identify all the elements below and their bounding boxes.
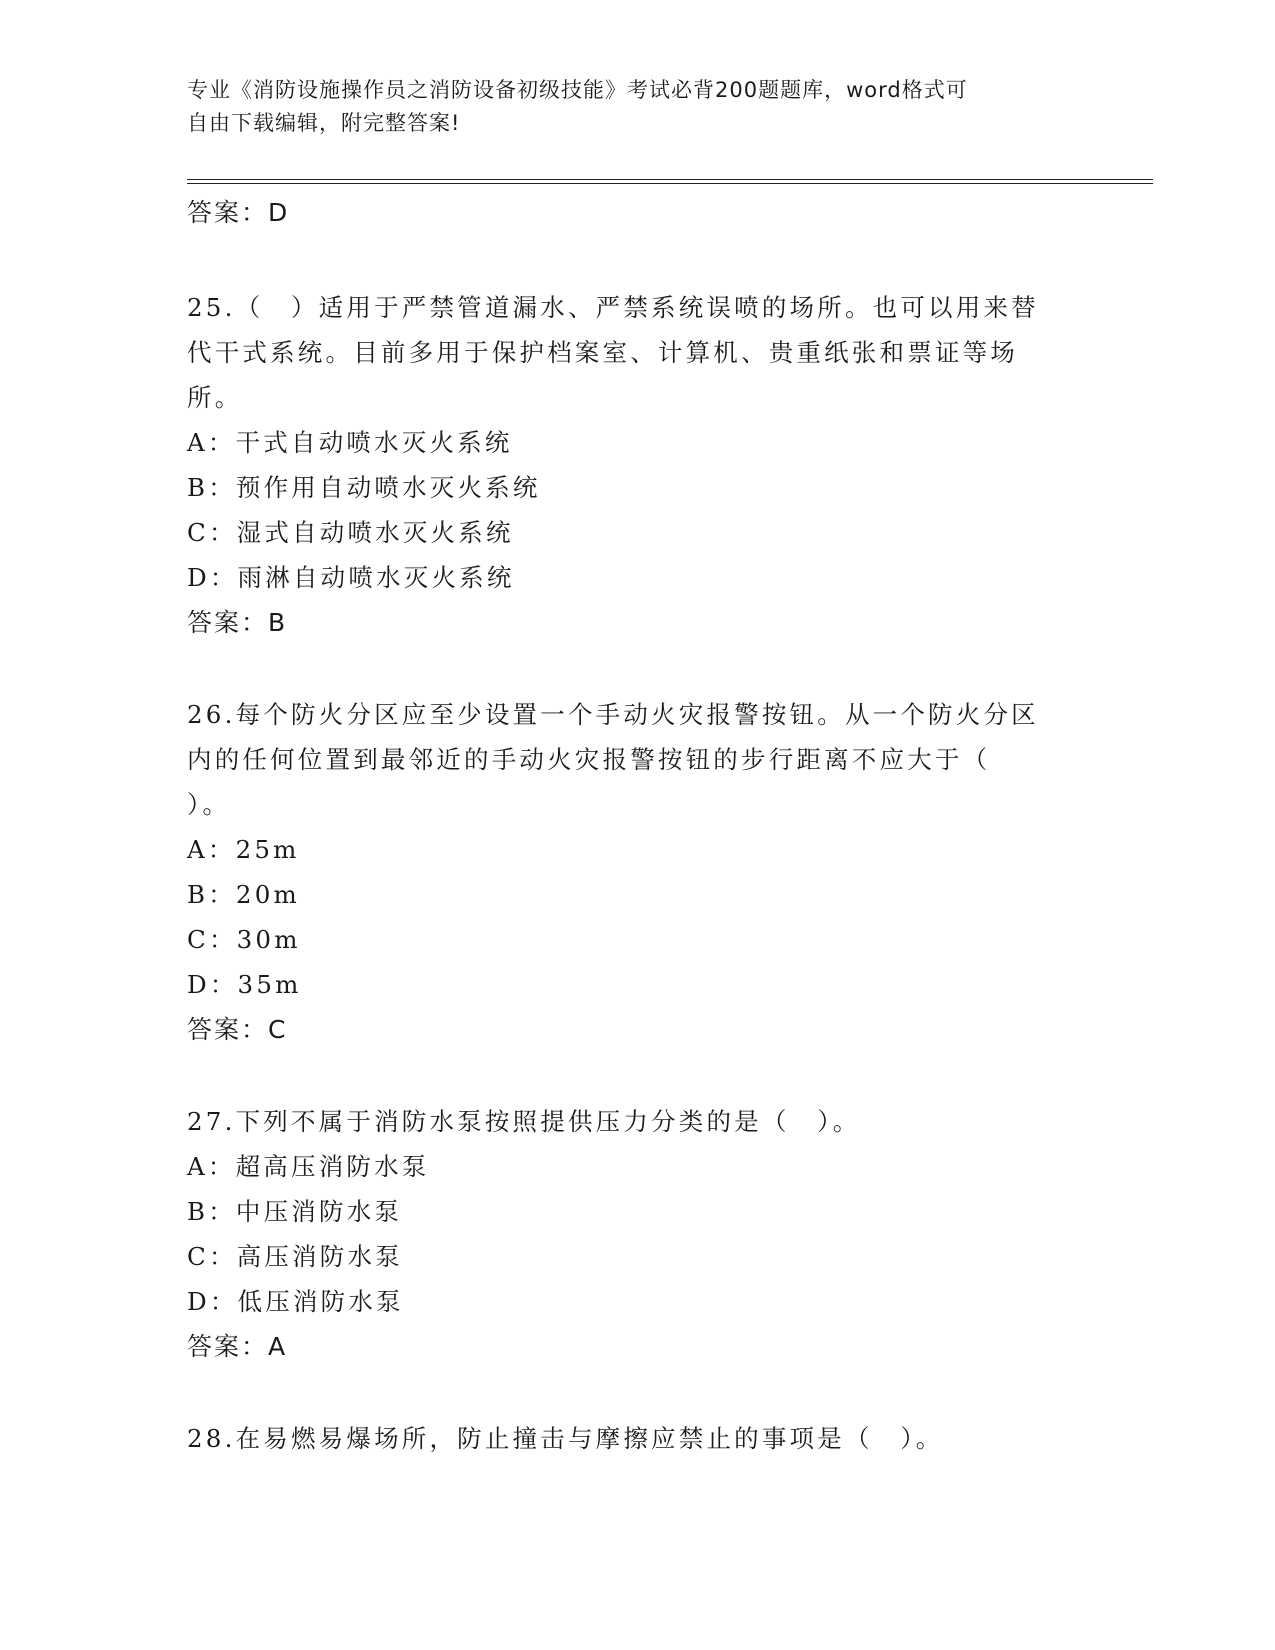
spacer (187, 645, 1087, 692)
option-c: C：30m (187, 925, 301, 954)
header-divider-bottom (187, 183, 1153, 184)
option-a: A：25m (187, 835, 300, 864)
header-divider-top (187, 179, 1153, 180)
answer-line: 答案：D (187, 198, 290, 227)
question-item (187, 692, 1087, 1052)
option-b: B：20m (187, 880, 300, 909)
option-c: C：湿式自动喷水灭火系统 (187, 518, 514, 547)
answer-line: 答案：C (187, 1015, 288, 1044)
option-a: A：干式自动喷水灭火系统 (187, 428, 513, 457)
answer-line: 答案：B (187, 608, 288, 637)
spacer (187, 1052, 1087, 1099)
option-d: D：雨淋自动喷水灭火系统 (187, 563, 515, 592)
header-line-2: 自由下载编辑，附完整答案! (187, 111, 461, 135)
option-b: B：中压消防水泵 (187, 1197, 403, 1226)
option-a: A：超高压消防水泵 (187, 1152, 430, 1181)
option-d: D：35m (187, 970, 302, 999)
question-item (187, 285, 1087, 645)
question-text-line: 25.（ ）适用于严禁管道漏水、严禁系统误喷的场所。也可以用来替 (187, 293, 1039, 322)
question-list (187, 190, 1087, 1461)
question-item (187, 1099, 1087, 1369)
question-text-line: 内的任何位置到最邻近的手动火灾报警按钮的步行距离不应大于（ (187, 745, 991, 774)
question-text-line: 26.每个防火分区应至少设置一个手动火灾报警按钮。从一个防火分区 (187, 700, 1039, 729)
question-text-line: ）。 (187, 790, 231, 819)
option-d: D：低压消防水泵 (187, 1287, 404, 1316)
question-item (187, 1416, 1087, 1461)
option-b: B：预作用自动喷水灭火系统 (187, 473, 541, 502)
answer-line: 答案：A (187, 1332, 288, 1361)
question-text-line: 所。 (187, 383, 243, 412)
spacer (187, 235, 1087, 285)
spacer (187, 1369, 1087, 1416)
question-text-line: 27.下列不属于消防水泵按照提供压力分类的是（ ）。 (187, 1107, 861, 1136)
header-line-1: 专业《消防设施操作员之消防设备初级技能》考试必背200题题库，word格式可 (187, 78, 968, 102)
question-text-line: 代干式系统。目前多用于保护档案室、计算机、贵重纸张和票证等场 (187, 338, 1018, 367)
question-text-line: 28.在易燃易爆场所，防止撞击与摩擦应禁止的事项是（ ）。 (187, 1424, 944, 1453)
option-c: C：高压消防水泵 (187, 1242, 403, 1271)
document-header (187, 74, 1087, 140)
